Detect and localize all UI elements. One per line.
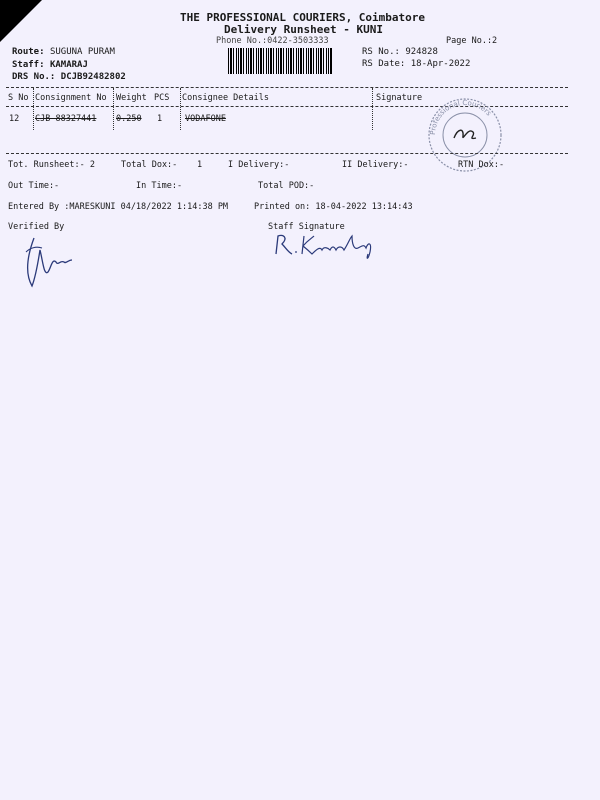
printed-on: Printed on: 18-04-2022 13:14:43 [254, 202, 413, 212]
col-header-weight: Weight [116, 93, 147, 103]
out-time: Out Time:- [8, 181, 60, 191]
col-divider [113, 88, 114, 130]
staff-signature-icon [272, 228, 382, 262]
scan-corner-mark [0, 0, 42, 42]
barcode [228, 48, 332, 74]
col-header-sno: S No [8, 93, 29, 103]
i-delivery: I Delivery:- [228, 160, 290, 170]
total-pod: Total POD:- [258, 181, 315, 191]
total-dox-label: Total Dox:- [121, 160, 178, 170]
col-divider [33, 88, 34, 130]
col-header-consignee: Consignee Details [182, 93, 269, 103]
document-title: Delivery Runsheet - KUNI [224, 23, 383, 36]
staff-label: Staff: [12, 60, 45, 70]
in-time: In Time:- [136, 181, 183, 191]
row-pcs: 1 [157, 114, 163, 124]
route-label: Route: [12, 47, 45, 57]
staff-row [12, 60, 88, 70]
route-row [12, 47, 115, 57]
route-value: SUGUNA PURAM [49, 47, 115, 57]
company-name: THE PROFESSIONAL COURIERS, Coimbatore [180, 11, 426, 24]
verifier-signature-icon [10, 232, 80, 294]
drs-value: DCJB92482802 [60, 72, 126, 82]
col-header-signature: Signature [376, 93, 423, 103]
table-bottom-rule [6, 153, 568, 154]
rs-number: RS No.: 924828 [362, 47, 438, 57]
row-consignee: VODAFONE [185, 114, 226, 124]
ii-delivery: II Delivery:- [342, 160, 409, 170]
row-sno: 12 [9, 114, 20, 124]
svg-text:Professional Couriers: Professional Couriers [428, 98, 493, 136]
row-consignment-no: CJB 88327441 [35, 114, 97, 124]
total-dox-value: 1 [197, 160, 203, 170]
col-header-pcs: PCS [154, 93, 170, 103]
drs-label: DRS No.: [12, 72, 56, 82]
staff-value: KAMARAJ [49, 60, 88, 70]
phone-number: Phone No.:0422-3503333 [216, 36, 329, 46]
row-weight: 0.250 [116, 114, 142, 124]
col-header-consignment: Consignment No [35, 93, 107, 103]
page-number: Page No.:2 [446, 36, 498, 46]
total-runsheet: Tot. Runsheet:- 2 [8, 160, 95, 170]
col-divider [372, 88, 373, 130]
staff-signature-label: Staff Signature [268, 222, 345, 232]
entered-by: Entered By :MARESKUNI 04/18/2022 1:14:38 PM [8, 202, 229, 212]
verified-by-label: Verified By [8, 222, 65, 232]
drs-row [12, 72, 126, 82]
rs-date: RS Date: 18-Apr-2022 [362, 59, 471, 69]
rtn-dox: RTN Dox:- [458, 160, 505, 170]
table-top-rule [6, 87, 568, 88]
col-divider [180, 88, 181, 130]
